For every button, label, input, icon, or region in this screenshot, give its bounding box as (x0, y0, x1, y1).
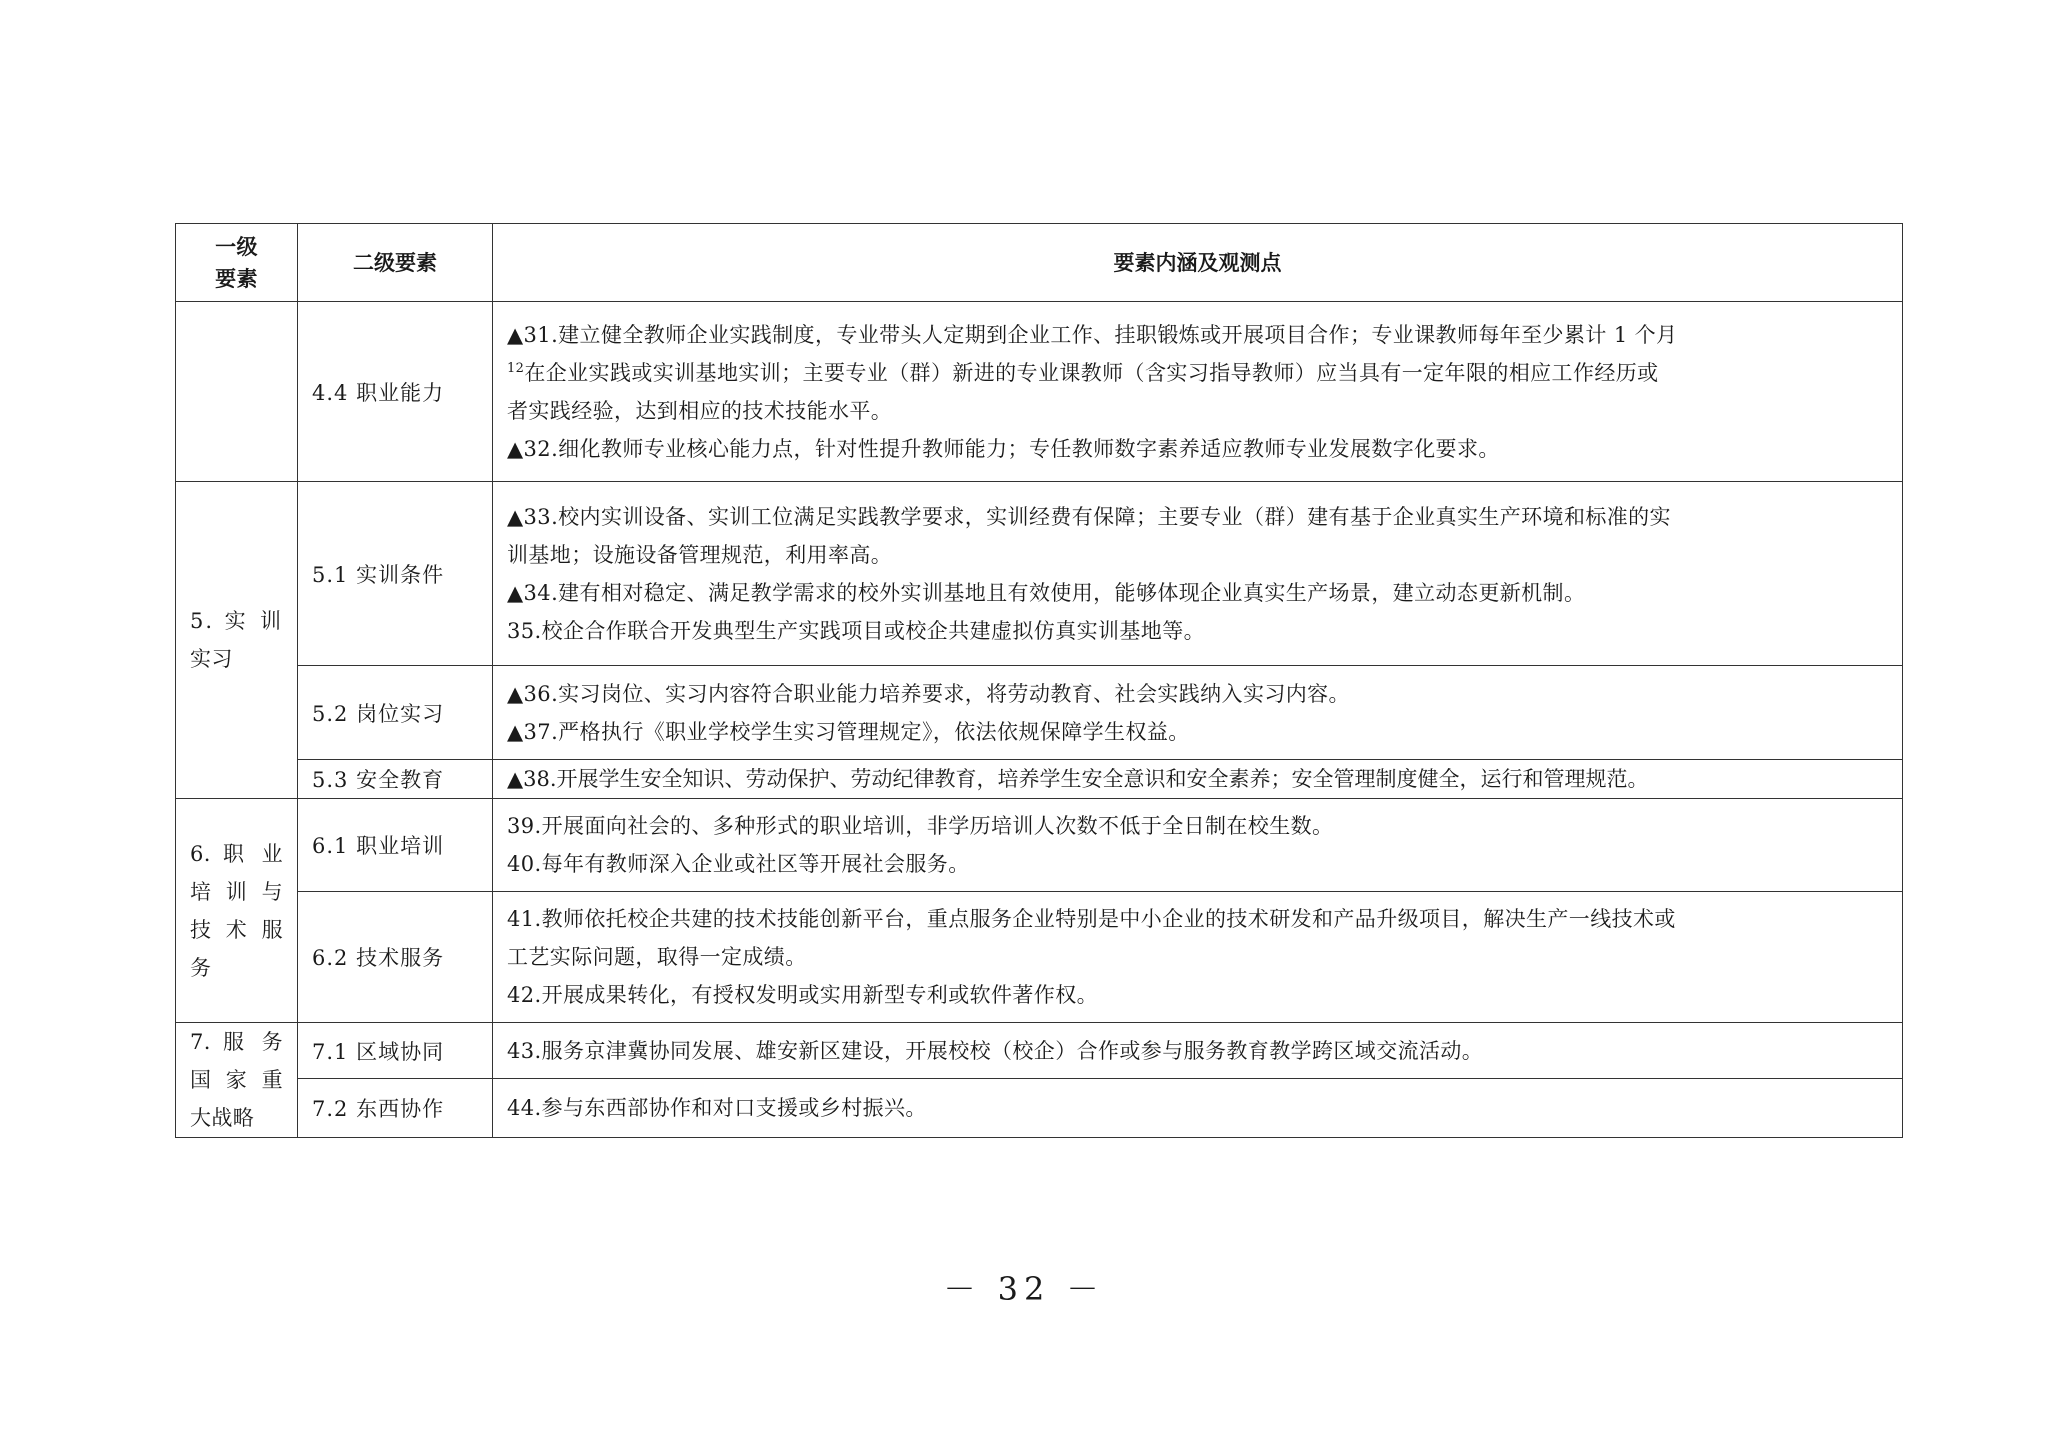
header-level2: 二级要素 (298, 224, 493, 302)
group-line: 大战略 (190, 1106, 255, 1130)
content-line: ▲37.严格执行《职业学校学生实习管理规定》，依法依规保障学生权益。 (507, 719, 1190, 744)
content-line: 43.服务京津冀协同发展、雄安新区建设，开展校校（校企）合作或参与服务教育教学跨区域交流活动。 (507, 1038, 1484, 1063)
level2-cell: 6.2 技术服务 (298, 892, 493, 1023)
table-row (176, 1023, 1903, 1079)
header-level1-line: 一级 (215, 233, 258, 259)
content-cell (493, 892, 1903, 1023)
table-row (176, 760, 1903, 799)
level2-cell: 4.4 职业能力 (298, 302, 493, 482)
table-row (176, 1079, 1903, 1138)
level2-cell: 5.3 安全教育 (298, 760, 493, 799)
content-line: 40.每年有教师深入企业或社区等开展社会服务。 (507, 852, 970, 876)
content-cell (493, 1079, 1903, 1138)
level2-cell: 5.2 岗位实习 (298, 666, 493, 760)
group-line: 务 (190, 955, 212, 980)
header-level1-line: 要素 (215, 265, 258, 291)
level2-cell: 7.1 区域协同 (298, 1023, 493, 1079)
content-cell (493, 799, 1903, 892)
content-line: 35.校企合作联合开发典型生产实践项目或校企共建虚拟仿真实训基地等。 (507, 618, 1205, 643)
criteria-table (175, 223, 1903, 1138)
content-cell (493, 1023, 1903, 1079)
content-line: ▲31.建立健全教师企业实践制度，专业带头人定期到企业工作、挂职锻炼或开展项目合作；专业课教师每年至少累计 1 个月 (507, 322, 1678, 347)
table-row (176, 892, 1903, 1023)
content-line: ▲32.细化教师专业核心能力点，针对性提升教师能力；专任教师数字素养适应教师专业发展数字化要求。 (507, 436, 1500, 461)
content-line: ▲33.校内实训设备、实训工位满足实践教学要求，实训经费有保障；主要专业（群）建有基于企业真实生产环境和标准的实 (507, 504, 1671, 529)
header-level1 (176, 224, 298, 302)
level1-cell-group6 (176, 799, 298, 1023)
content-line: 39.开展面向社会的、多种形式的职业培训，非学历培训人次数不低于全日制在校生数。 (507, 814, 1334, 838)
level2-cell: 5.1 实训条件 (298, 482, 493, 666)
content-line: ▲34.建有相对稳定、满足教学需求的校外实训基地且有效使用，能够体现企业真实生产场景，建立动态更新机制。 (507, 580, 1586, 605)
content-line: 42.开展成果转化，有授权发明或实用新型专利或软件著作权。 (507, 983, 1098, 1007)
level1-cell-group7 (176, 1023, 298, 1138)
group-line: 培 训 与 (190, 879, 283, 904)
content-cell (493, 482, 1903, 666)
page-number: － 32 － (943, 1270, 1105, 1308)
group-line: 7. 服 务 (190, 1030, 283, 1054)
footnote-ref: 12 (507, 360, 525, 376)
table-row (176, 302, 1903, 482)
content-line: 44.参与东西部协作和对口支援或乡村振兴。 (507, 1096, 927, 1121)
level2-cell: 6.1 职业培训 (298, 799, 493, 892)
content-cell (493, 666, 1903, 760)
level2-cell: 7.2 东西协作 (298, 1079, 493, 1138)
content-line: 工艺实际问题，取得一定成绩。 (507, 945, 807, 969)
content-line (507, 354, 1888, 392)
group-line: 6. 职 业 (190, 841, 283, 866)
content-line: ▲38.开展学生安全知识、劳动保护、劳动纪律教育，培养学生安全意识和安全素养；安全管理制度健全，运行和管理规范。 (507, 767, 1649, 791)
table-row (176, 666, 1903, 760)
content-cell (493, 302, 1903, 482)
group-line: 实习 (190, 647, 233, 671)
content-line: ▲36.实习岗位、实习内容符合职业能力培养要求，将劳动教育、社会实践纳入实习内容。 (507, 681, 1350, 706)
table-header-row (176, 224, 1903, 302)
table-row (176, 482, 1903, 666)
table-row (176, 799, 1903, 892)
content-line: 者实践经验，达到相应的技术技能水平。 (507, 398, 893, 423)
content-line: 41.教师依托校企共建的技术技能创新平台，重点服务企业特别是中小企业的技术研发和产品升级项目，解决生产一线技术或 (507, 907, 1676, 931)
group-line: 5. 实 训 (190, 609, 283, 633)
level1-cell-group5 (176, 482, 298, 799)
group-line: 技 术 服 (190, 917, 283, 942)
header-content: 要素内涵及观测点 (493, 224, 1903, 302)
level1-cell-empty (176, 302, 298, 482)
content-cell (493, 760, 1903, 799)
group-line: 国 家 重 (190, 1068, 283, 1092)
content-line-text: 在企业实践或实训基地实训；主要专业（群）新进的专业课教师（含实习指导教师）应当具有一定年限的相应工作经历或 (524, 360, 1659, 385)
content-line: 训基地；设施设备管理规范，利用率高。 (507, 542, 893, 567)
